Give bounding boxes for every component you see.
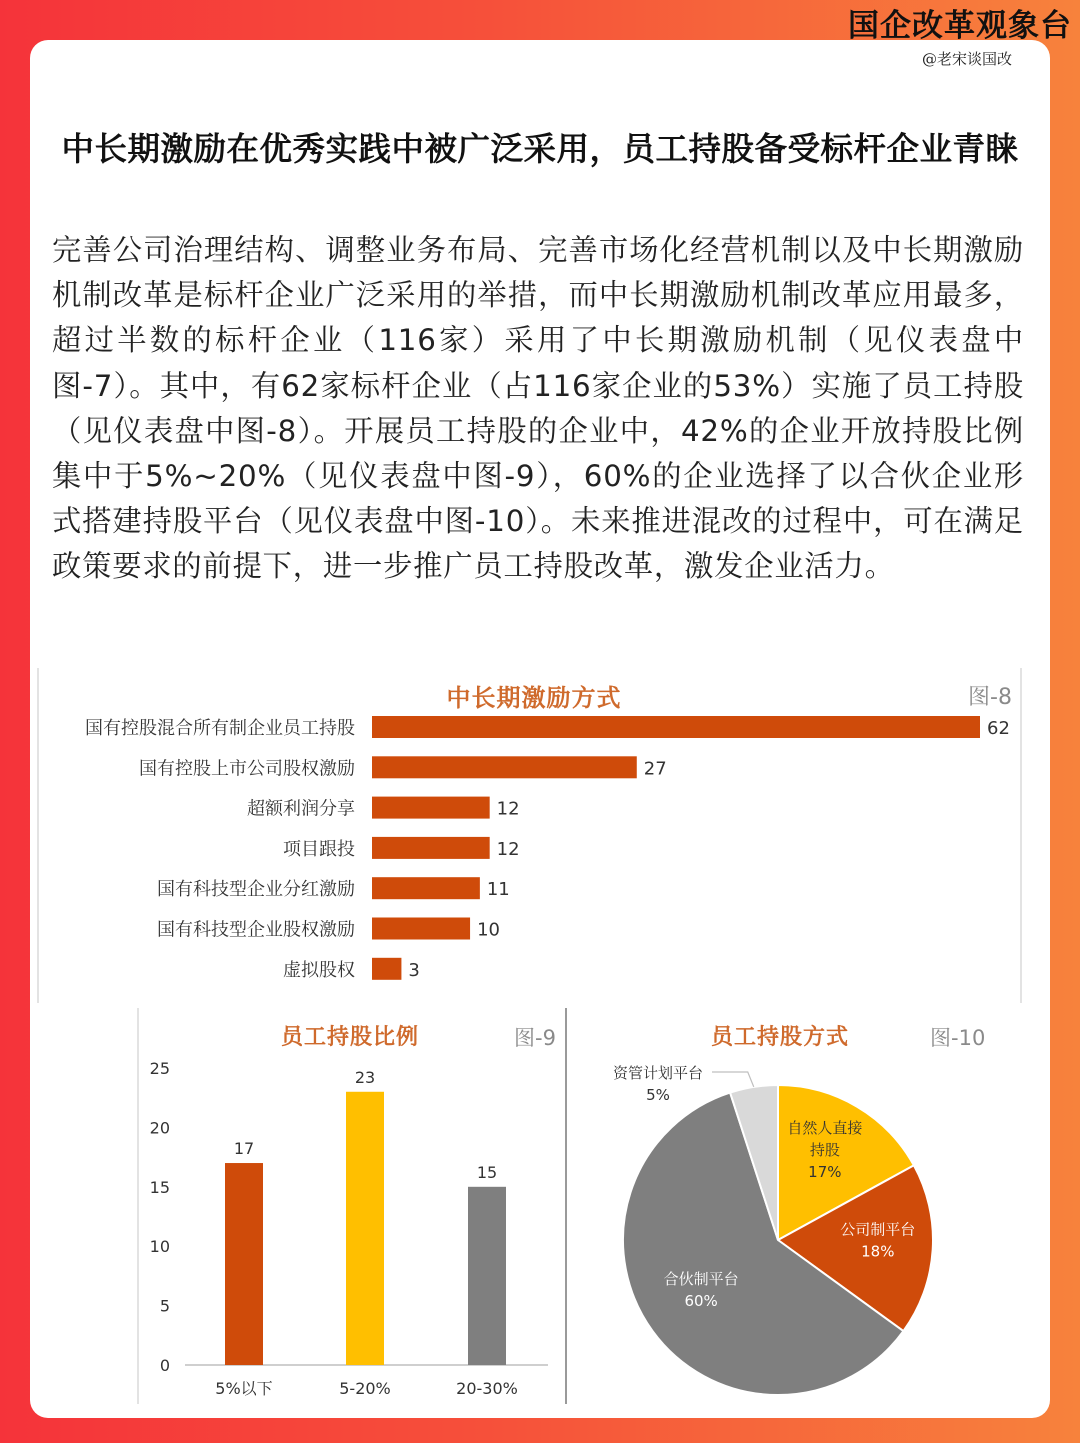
fig8-value-label: 27 [643,758,667,780]
fig8-value-label: 12 [496,838,520,860]
fig8-bar [372,756,637,778]
fig9-y-tick: 5 [159,1296,170,1316]
fig9-bar [346,1092,384,1365]
fig8-bar-chart [40,710,1040,1000]
fig8-bar [372,716,980,738]
fig8-value-label: 3 [408,959,420,981]
fig10-slice-label: 自然人直接 [787,1118,863,1137]
fig10-label: 图-10 [930,1026,986,1050]
fig8-category-label: 国有控股混合所有制企业员工持股 [85,718,355,739]
fig8-bar [372,918,470,940]
fig9-y-tick: 10 [149,1237,170,1257]
fig8-value-label: 11 [486,879,510,901]
fig9-value-label: 15 [476,1162,498,1182]
fig9-category-label: 20-30% [456,1379,518,1398]
fig9-bar [468,1187,506,1365]
fig9-frame-left [137,1008,139,1404]
fig9-bar-chart [140,1050,560,1410]
fig9-title: 员工持股比例 [280,1025,419,1050]
fig9-category-label: 5%以下 [215,1379,273,1398]
fig9-category-label: 5-20% [339,1379,391,1398]
fig8-category-label: 项目跟投 [283,838,355,860]
fig10-slice-label: 60% [684,1291,718,1310]
brand-handle: @老宋谈国改 [921,50,1012,68]
fig10-pie-chart [570,1050,1040,1410]
fig8-bar [372,837,490,859]
fig10-slice-label: 资管计划平台 [612,1064,704,1082]
fig10-title: 员工持股方式 [710,1025,849,1050]
fig8-bar [372,877,480,899]
fig8-category-label: 国有科技型企业股权激励 [157,919,355,941]
fig8-category-label: 国有科技型企业分红激励 [157,879,355,901]
fig10-slice-label: 合伙制平台 [663,1269,739,1288]
fig8-category-label: 国有控股上市公司股权激励 [139,758,355,780]
fig9-y-tick: 25 [149,1059,170,1078]
fig8-value-label: 62 [987,718,1010,739]
fig9-label: 图-9 [514,1026,556,1050]
fig8-bar [372,797,490,819]
fig9-y-tick: 15 [149,1177,170,1197]
fig9-value-label: 23 [354,1067,376,1087]
fig10-slice-label: 5% [646,1086,670,1104]
chart-divider [565,1008,567,1404]
brand-watermark [848,6,1072,69]
fig8-category-label: 超额利润分享 [247,798,355,820]
fig8-category-label: 虚拟股权 [283,959,355,981]
fig9-y-tick: 20 [149,1118,170,1138]
intro-paragraph: 完善公司治理结构、调整业务布局、完善市场化经营机制以及中长期激励机制改革是标杆企业广泛采用的举措，而中长期激励机制改革应用最多，超过半数的标杆企业（116家）采用了中长期激励机制（见仪表盘中图-7）。其中，有62家标杆企业（占116家企业的53%）实施了员工持股（见仪表盘中图-8）。开展员工持股的企业中，42%的企业开放持股比例集中于5%~20%（见仪表盘中图-9），60%的企业选择了以合伙企业形式搭建持股平台（见仪表盘中图-10）。未来推进混改的过程中，可在满足政策要求的前提下，进一步推广员工持股改革，激发企业活力。 [52,233,1024,584]
fig10-slice-label: 17% [808,1162,842,1181]
fig8-title: 中长期激励方式 [446,684,622,712]
fig9-y-tick: 0 [159,1356,170,1375]
page-title: 中长期激励在优秀实践中被广泛采用，员工持股备受标杆企业青睐 [61,130,1019,168]
brand-title: 国企改革观象台 [848,8,1072,44]
fig10-slice-label: 18% [861,1242,895,1261]
fig8-bar [372,958,401,980]
fig8-value-label: 12 [496,798,520,820]
fig10-leader-line [712,1072,754,1087]
fig8-frame-left [37,668,39,1003]
fig9-value-label: 17 [233,1139,255,1159]
fig10-slice-label: 公司制平台 [840,1220,916,1239]
fig10-slice-label: 持股 [809,1140,840,1159]
fig9-bar [225,1163,263,1365]
fig8-value-label: 10 [477,919,500,941]
fig8-label: 图-8 [968,685,1012,710]
